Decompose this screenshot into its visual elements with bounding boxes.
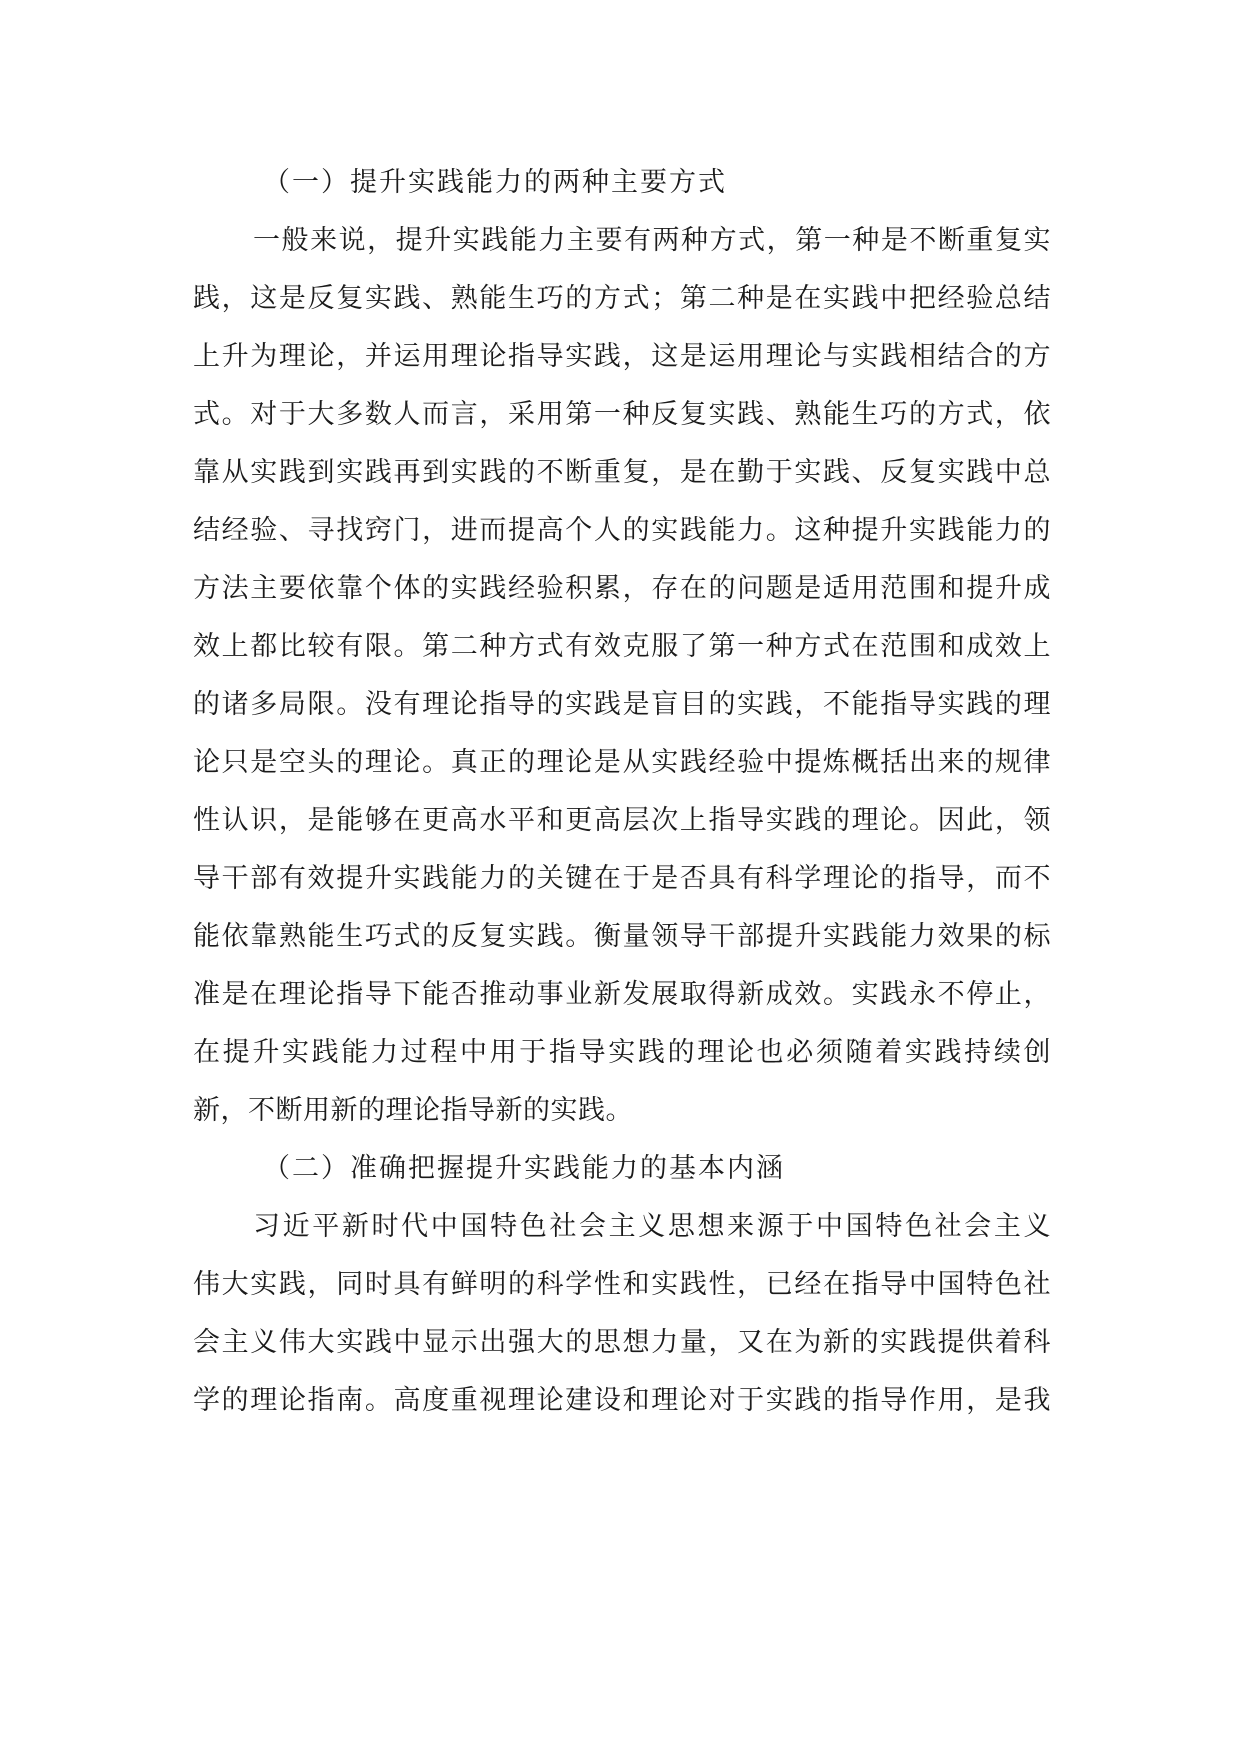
paragraph-2 [193, 1198, 1051, 1430]
paragraph-line: 能依靠熟能生巧式的反复实践。衡量领导干部提升实践能力效果的标 [193, 921, 1051, 952]
section-heading-1: （一）提升实践能力的两种主要方式 [263, 167, 727, 198]
paragraph-line: 结经验、寻找窍门，进而提高个人的实践能力。这种提升实践能力的 [193, 515, 1051, 546]
paragraph-line: 的诸多局限。没有理论指导的实践是盲目的实践，不能指导实践的理 [193, 689, 1051, 720]
paragraph-line: 导干部有效提升实践能力的关键在于是否具有科学理论的指导，而不 [193, 863, 1051, 894]
paragraph-line: 伟大实践，同时具有鲜明的科学性和实践性，已经在指导中国特色社 [193, 1269, 1051, 1300]
paragraph-line: 新，不断用新的理论指导新的实践。 [193, 1095, 633, 1126]
document-body [193, 154, 1051, 1430]
paragraph-line: 方法主要依靠个体的实践经验积累，存在的问题是适用范围和提升成 [193, 573, 1051, 604]
paragraph-line: 在提升实践能力过程中用于指导实践的理论也必须随着实践持续创 [193, 1037, 1051, 1068]
paragraph-line: 准是在理论指导下能否推动事业新发展取得新成效。实践永不停止， [193, 979, 1051, 1010]
paragraph-line: 践，这是反复实践、熟能生巧的方式；第二种是在实践中把经验总结 [193, 283, 1051, 314]
section-heading-2: （二）准确把握提升实践能力的基本内涵 [263, 1153, 785, 1184]
paragraph-line: 学的理论指南。高度重视理论建设和理论对于实践的指导作用，是我 [193, 1385, 1051, 1416]
paragraph-line: 靠从实践到实践再到实践的不断重复，是在勤于实践、反复实践中总 [193, 457, 1051, 488]
paragraph-line: 效上都比较有限。第二种方式有效克服了第一种方式在范围和成效上 [193, 631, 1051, 662]
paragraph-line: 习近平新时代中国特色社会主义思想来源于中国特色社会主义 [253, 1211, 1051, 1242]
paragraph-line: 会主义伟大实践中显示出强大的思想力量，又在为新的实践提供着科 [193, 1327, 1051, 1358]
paragraph-1 [193, 212, 1051, 1140]
paragraph-line: 论只是空头的理论。真正的理论是从实践经验中提炼概括出来的规律 [193, 747, 1051, 778]
paragraph-line: 上升为理论，并运用理论指导实践，这是运用理论与实践相结合的方 [193, 341, 1051, 372]
paragraph-line: 一般来说，提升实践能力主要有两种方式，第一种是不断重复实 [253, 225, 1051, 256]
paragraph-line: 式。对于大多数人而言，采用第一种反复实践、熟能生巧的方式，依 [193, 399, 1051, 430]
paragraph-line: 性认识，是能够在更高水平和更高层次上指导实践的理论。因此，领 [193, 805, 1051, 836]
